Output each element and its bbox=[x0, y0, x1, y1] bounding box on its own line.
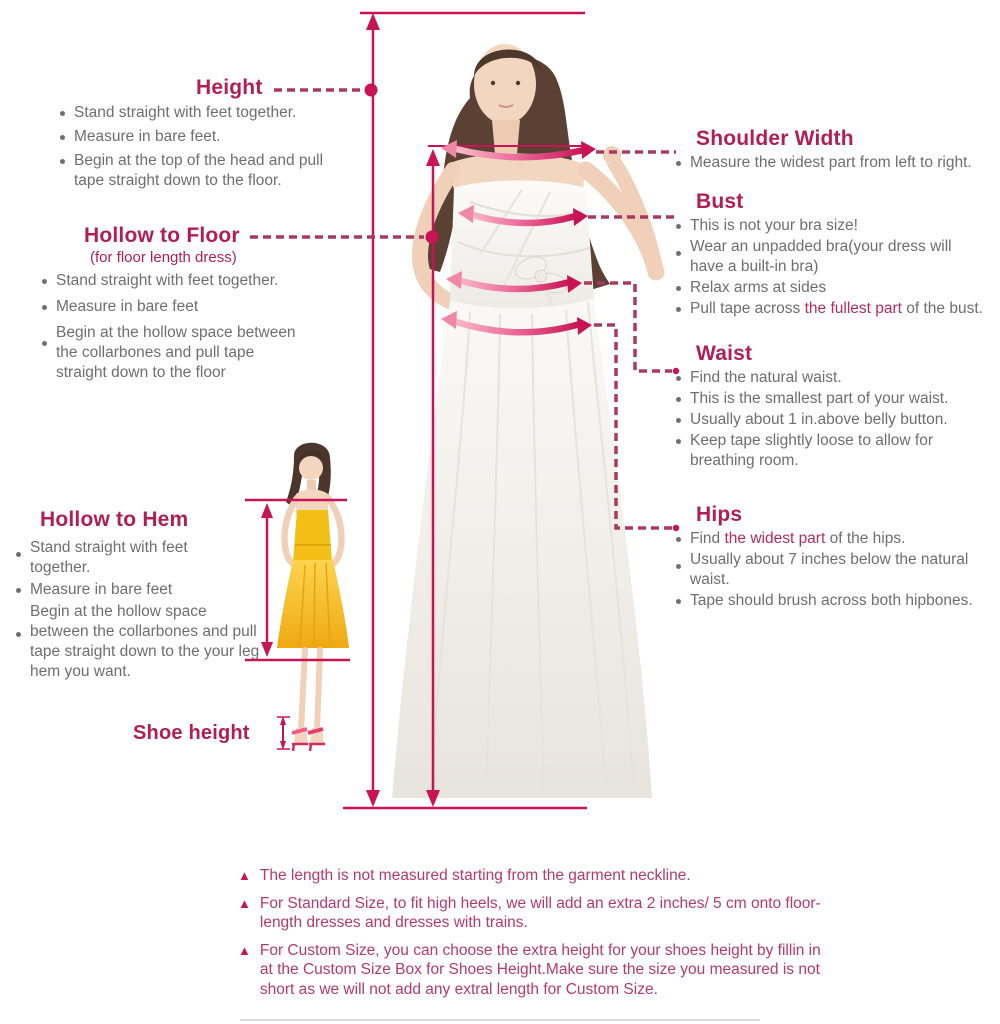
note-text: The length is not measured starting from the garment neckline. bbox=[259, 867, 691, 884]
bullet-dot bbox=[676, 439, 681, 444]
note-item bbox=[238, 866, 828, 886]
list-item bbox=[676, 529, 998, 549]
warning-triangle-icon: ▲ bbox=[238, 868, 251, 883]
section-hollow-to-floor bbox=[42, 224, 342, 387]
section-hollow-to-hem bbox=[16, 508, 266, 686]
list-item bbox=[676, 389, 998, 409]
shoe-height-arrow bbox=[277, 716, 290, 750]
shoe-height-title: Shoe height bbox=[133, 722, 250, 744]
hollow-to-hem-bullet: Measure in bare feet bbox=[30, 581, 173, 598]
list-item bbox=[676, 550, 998, 590]
bullet-dot bbox=[676, 251, 681, 256]
bullet-dot bbox=[676, 376, 681, 381]
height-bullet: Stand straight with feet together. bbox=[74, 104, 297, 121]
hips-title: Hips bbox=[696, 503, 743, 526]
bullet-dot bbox=[676, 307, 681, 312]
eye-left bbox=[491, 81, 495, 85]
bullet-dot bbox=[676, 224, 681, 229]
bullet-dot bbox=[42, 305, 47, 310]
list-item bbox=[60, 103, 340, 123]
bullet-dot bbox=[676, 599, 681, 604]
hollow-to-hem-bullet: Begin at the hollow space between the collarbones and pull tape straight down to the your leg hem you want. bbox=[30, 603, 260, 680]
section-height bbox=[60, 76, 340, 195]
bust-bullet: Relax arms at sides bbox=[690, 279, 827, 296]
bullet-dot bbox=[60, 159, 65, 164]
height-bullet: Begin at the top of the head and pull tape straight down to the floor. bbox=[74, 152, 324, 189]
shoe-sole-heel bbox=[309, 744, 325, 751]
bullet-dot bbox=[16, 588, 21, 593]
list-item bbox=[676, 278, 998, 298]
hips-bullet: Usually about 7 inches below the natural waist. bbox=[690, 551, 969, 588]
arrow-down bbox=[426, 790, 440, 807]
small-face bbox=[299, 456, 323, 480]
hips-bullet bbox=[690, 529, 905, 549]
list-item bbox=[42, 297, 342, 317]
bullet-dot bbox=[676, 537, 681, 542]
shoulder-width-title: Shoulder Width bbox=[696, 127, 854, 150]
list-item bbox=[42, 323, 342, 383]
bust-bullet: Wear an unpadded bra(your dress will have a built-in bra) bbox=[690, 238, 952, 275]
eye-right bbox=[516, 81, 520, 85]
note-text: For Custom Size, you can choose the extra height for your shoes height by fillin in at the Custom Size Box for Shoes Height.Make sure the size you measured is not short as we will not add any extral length for Custom Size. bbox=[259, 941, 821, 998]
bullet-dot bbox=[16, 632, 21, 637]
bullet-dot bbox=[60, 111, 65, 116]
section-shoe-height bbox=[133, 721, 250, 745]
list-item bbox=[60, 151, 340, 191]
arrow-down bbox=[366, 790, 380, 807]
bullet-dot bbox=[42, 279, 47, 284]
list-item bbox=[676, 591, 998, 611]
arrow-up bbox=[426, 149, 440, 166]
hips-bullet: Tape should brush across both hipbones. bbox=[690, 592, 973, 609]
bullet-dot bbox=[16, 552, 21, 557]
small-model-figure bbox=[277, 443, 349, 730]
bullet-dot bbox=[676, 161, 681, 166]
yellow-dress-skirt bbox=[277, 560, 349, 648]
arrow-up bbox=[366, 13, 380, 30]
list-item bbox=[42, 271, 342, 291]
shoe-sole-heel bbox=[292, 744, 308, 751]
height-title: Height bbox=[196, 76, 263, 99]
height-bullet: Measure in bare feet. bbox=[74, 128, 221, 145]
bullet-text-part: of the hips. bbox=[825, 530, 906, 547]
bullet-dot bbox=[676, 397, 681, 402]
note-text: For Standard Size, to fit high heels, we will add an extra 2 inches/ 5 cm onto floor-length dresses and dresses with trains. bbox=[259, 894, 821, 931]
bullet-dot bbox=[42, 341, 47, 346]
list-item bbox=[676, 299, 998, 319]
hollow-to-floor-title: Hollow to Floor bbox=[84, 224, 240, 247]
hollow-to-hem-bullet: Stand straight with feet together. bbox=[30, 539, 188, 576]
section-hips bbox=[676, 503, 998, 612]
list-item bbox=[676, 431, 998, 471]
list-item bbox=[16, 538, 266, 578]
waist-bullet: Keep tape slightly loose to allow for breathing room. bbox=[690, 432, 933, 469]
bullet-dot bbox=[676, 418, 681, 423]
list-item bbox=[16, 580, 266, 600]
list-item bbox=[676, 410, 998, 430]
yellow-dress-bodice bbox=[293, 510, 332, 562]
small-leg-right bbox=[317, 650, 320, 730]
bullet-text-part: Find bbox=[690, 530, 725, 547]
waist-title: Waist bbox=[696, 342, 753, 365]
hollow-dot bbox=[426, 231, 439, 244]
waist-bullet: Find the natural waist. bbox=[690, 369, 842, 386]
bullet-text-part: of the bust. bbox=[901, 300, 983, 317]
ribbon-arrow-right bbox=[581, 141, 596, 159]
bust-bullet: This is not your bra size! bbox=[690, 217, 858, 234]
bust-bullet bbox=[690, 299, 983, 319]
warning-triangle-icon: ▲ bbox=[238, 942, 251, 958]
small-leg-left bbox=[301, 650, 305, 730]
list-item bbox=[16, 602, 266, 682]
bullet-dot bbox=[60, 135, 65, 140]
list-item bbox=[676, 237, 998, 277]
bottom-divider bbox=[240, 1019, 760, 1021]
hand-left bbox=[603, 146, 621, 164]
bullet-dot bbox=[676, 286, 681, 291]
yellow-skirt-fold bbox=[314, 563, 315, 646]
shoulder-width-bullet: Measure the widest part from left to right. bbox=[690, 154, 972, 171]
hollow-to-floor-subtitle: (for floor length dress) bbox=[90, 249, 237, 266]
bullet-dot bbox=[676, 564, 681, 569]
height-dot bbox=[365, 84, 378, 97]
notes-section bbox=[238, 866, 828, 999]
list-item bbox=[676, 153, 998, 173]
list-item bbox=[60, 127, 340, 147]
bust-title: Bust bbox=[696, 190, 744, 213]
hollow-to-hem-title: Hollow to Hem bbox=[40, 508, 189, 531]
neck bbox=[492, 120, 520, 154]
hollow-to-floor-bullet: Begin at the hollow space between the collarbones and pull tape straight down to the floor bbox=[56, 324, 296, 381]
note-item bbox=[238, 941, 828, 1000]
hollow-to-floor-bullet: Stand straight with feet together. bbox=[56, 272, 279, 289]
warning-triangle-icon: ▲ bbox=[238, 895, 251, 911]
highlighted-phrase: the widest part bbox=[724, 530, 826, 547]
section-shoulder-width bbox=[676, 127, 998, 174]
highlighted-phrase: the fullest part bbox=[804, 300, 902, 317]
section-waist bbox=[676, 342, 998, 472]
hollow-to-floor-bullet: Measure in bare feet bbox=[56, 298, 199, 315]
section-bust bbox=[676, 190, 998, 320]
list-item bbox=[676, 368, 998, 388]
bullet-text-part: Pull tape across bbox=[690, 300, 805, 317]
list-item bbox=[676, 216, 998, 236]
waist-bullet: Usually about 1 in.above belly button. bbox=[690, 411, 948, 428]
note-item bbox=[238, 894, 828, 933]
waist-bullet: This is the smallest part of your waist. bbox=[690, 390, 949, 407]
small-neck bbox=[307, 480, 316, 491]
